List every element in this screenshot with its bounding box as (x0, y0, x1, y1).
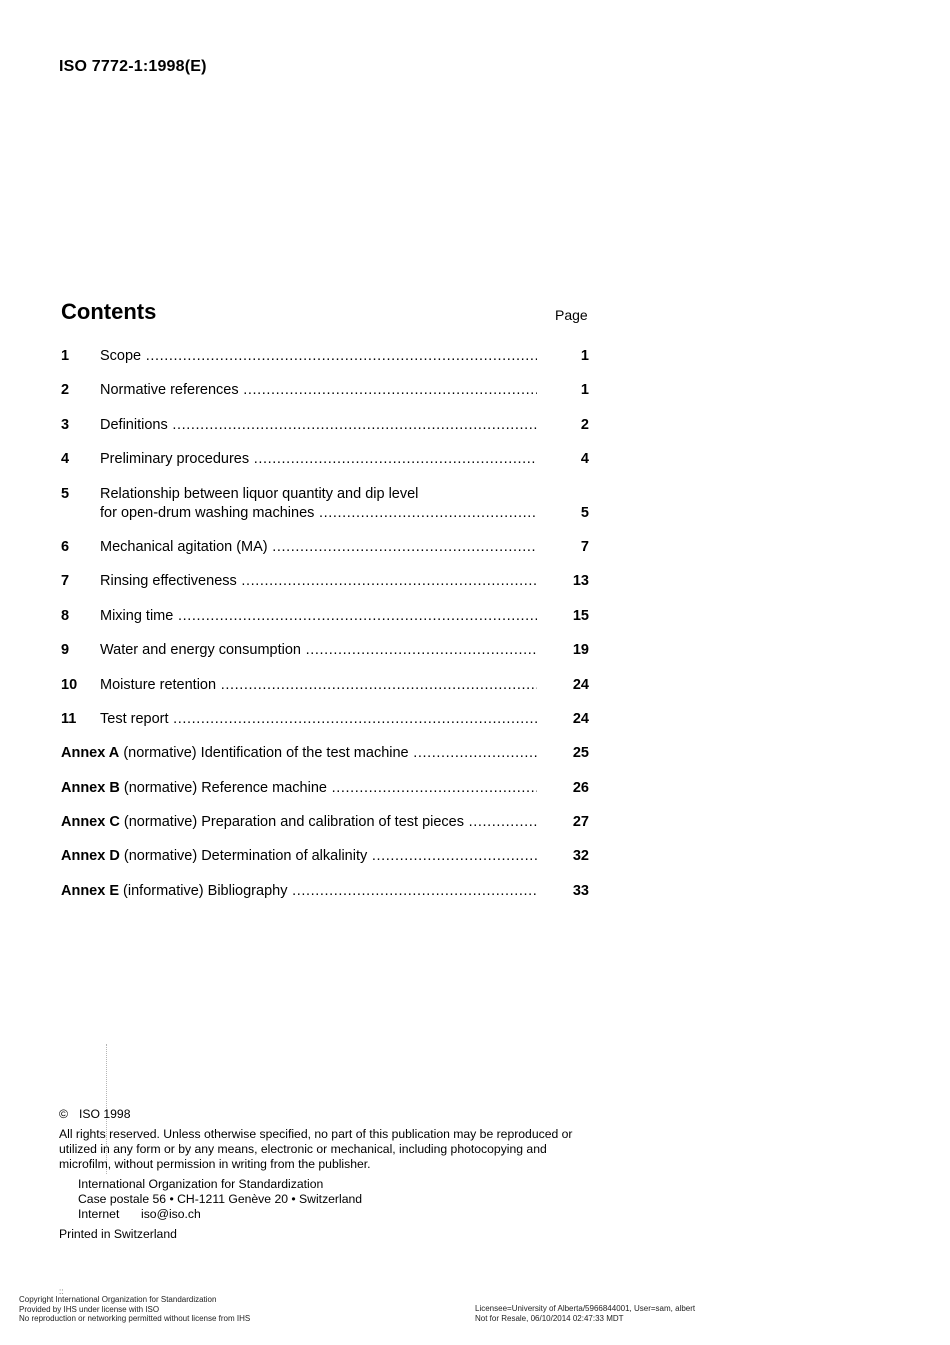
toc-entry-title: Moisture retention ..... (100, 677, 537, 693)
toc-entry-page: 32 (572, 848, 589, 865)
internet-email[interactable]: iso@iso.ch (141, 1207, 201, 1221)
org-address: Case postale 56 • CH-1211 Genève 20 • Switzerland (78, 1192, 363, 1206)
toc-entry-title: Mechanical agitation (MA) ..... (100, 539, 537, 555)
toc-entry-page: 24 (572, 676, 589, 693)
annex-label: Annex A (61, 745, 120, 762)
toc-entry-title: Definitions ..... (100, 417, 537, 433)
toc-entry-title: Rinsing effectiveness ..... (100, 573, 537, 589)
toc-annex-d[interactable] (61, 847, 591, 866)
toc-entry-page: 26 (572, 779, 589, 796)
document-id: ISO 7772-1:1998(E) (59, 58, 207, 75)
org-name: International Organization for Standardization (78, 1177, 324, 1191)
toc-entry-title-line1: Relationship between liquor quantity and dip level (100, 485, 419, 502)
toc-entry-page: 33 (572, 882, 589, 899)
internet-line (78, 1207, 599, 1222)
toc-entry-number: 7 (61, 573, 70, 590)
toc-entry-page: 25 (572, 745, 589, 762)
toc-entry-page: 5 (580, 504, 589, 521)
annex-title: (normative) Reference machine (123, 779, 327, 796)
annex-title: (normative) Determination of alkalinity (123, 848, 368, 865)
footer-license-left (19, 1295, 250, 1324)
toc-entry-page: 15 (572, 607, 589, 624)
toc-entry-title: Normative references ..... (100, 382, 537, 398)
internet-label: Internet (78, 1207, 120, 1221)
annex-label: Annex D (61, 848, 120, 865)
toc-annex-a[interactable] (61, 744, 591, 763)
toc-entry-page: 1 (580, 348, 589, 364)
contents-title: Contents (61, 299, 157, 324)
toc-entry-page: 4 (580, 451, 589, 468)
toc-entry-number: 10 (61, 676, 78, 693)
annex-label: Annex E (61, 882, 120, 899)
toc-entry-title-line2: for open-drum washing machines ..... (100, 505, 537, 521)
toc-annex-c[interactable] (61, 813, 591, 832)
toc-entry-number: 3 (61, 416, 70, 433)
annex-label: Annex C (61, 814, 120, 831)
page-column-heading: Page (555, 307, 588, 323)
footer-no-reproduction: No reproduction or networking permitted without license from IHS (19, 1314, 251, 1323)
toc-entry-title: Mixing time ..... (100, 608, 537, 624)
annex-label: Annex B (61, 779, 120, 796)
toc-entry-4[interactable] (61, 450, 591, 469)
table-of-contents (61, 347, 591, 916)
toc-entry-title: Scope ..... (100, 348, 537, 364)
footer-provided-by: Provided by IHS under license with ISO (19, 1304, 160, 1314)
toc-entry-1[interactable] (61, 347, 591, 366)
toc-entry-8[interactable] (61, 607, 591, 626)
toc-entry-number: 4 (61, 451, 70, 468)
toc-entry-3[interactable] (61, 416, 591, 435)
toc-entry-number: 8 (61, 607, 70, 624)
annex-title: (informative) Bibliography (123, 882, 288, 899)
toc-entry-page: 19 (572, 642, 589, 659)
toc-entry-6[interactable] (61, 538, 591, 557)
toc-entry-page: 24 (572, 710, 589, 727)
toc-entry-page: 13 (572, 573, 589, 590)
toc-entry-11[interactable] (61, 710, 591, 729)
footer-license-right (475, 1304, 695, 1323)
toc-entry-page: 27 (572, 814, 589, 831)
scan-mark: :: (59, 1287, 64, 1296)
toc-entry-number: 2 (61, 382, 70, 399)
annex-title: (normative) Identification of the test machine (123, 745, 409, 762)
toc-entry-number: 9 (61, 642, 70, 659)
toc-entry-title: Test report ..... (100, 711, 537, 727)
toc-entry-number: 6 (61, 538, 70, 555)
toc-entry-number: 1 (61, 348, 70, 364)
annex-title: (normative) Preparation and calibration of test pieces (123, 814, 464, 831)
toc-annex-b[interactable] (61, 779, 591, 798)
copyright-notice (59, 1107, 599, 1122)
toc-entry-9[interactable] (61, 641, 591, 660)
toc-entry-10[interactable] (61, 676, 591, 695)
toc-entry-number: 11 (61, 710, 77, 727)
toc-entry-page: 1 (580, 382, 589, 399)
toc-entry-7[interactable] (61, 572, 591, 591)
footer-licensee: Licensee=University of Alberta/5966844001, User=sam, albert (475, 1304, 696, 1313)
publisher-address (78, 1177, 599, 1222)
footer-copyright: Copyright International Organization for Standardization (19, 1295, 217, 1304)
copyright-icon: © (59, 1107, 68, 1121)
copyright-block (59, 1107, 599, 1242)
footer-not-for-resale: Not for Resale, 06/10/2014 02:47:33 MDT (475, 1313, 624, 1323)
toc-entry-page: 7 (580, 538, 589, 555)
copyright-year: ISO 1998 (79, 1107, 131, 1121)
toc-entry-2[interactable] (61, 381, 591, 400)
rights-statement: All rights reserved. Unless otherwise specified, no part of this publication may be reproduced or utilized in any form or by any means, electronic or mechanical, including photocopying and microfilm, without permission in writing from the publisher. (59, 1127, 573, 1171)
toc-annex-e[interactable] (61, 882, 591, 901)
printed-in: Printed in Switzerland (59, 1227, 177, 1241)
toc-entry-page: 2 (580, 416, 589, 433)
toc-entry-title: Water and energy consumption ..... (100, 642, 537, 658)
toc-entry-title: Preliminary procedures ..... (100, 451, 537, 467)
toc-entry-5[interactable] (61, 485, 591, 523)
toc-entry-number: 5 (61, 485, 70, 502)
